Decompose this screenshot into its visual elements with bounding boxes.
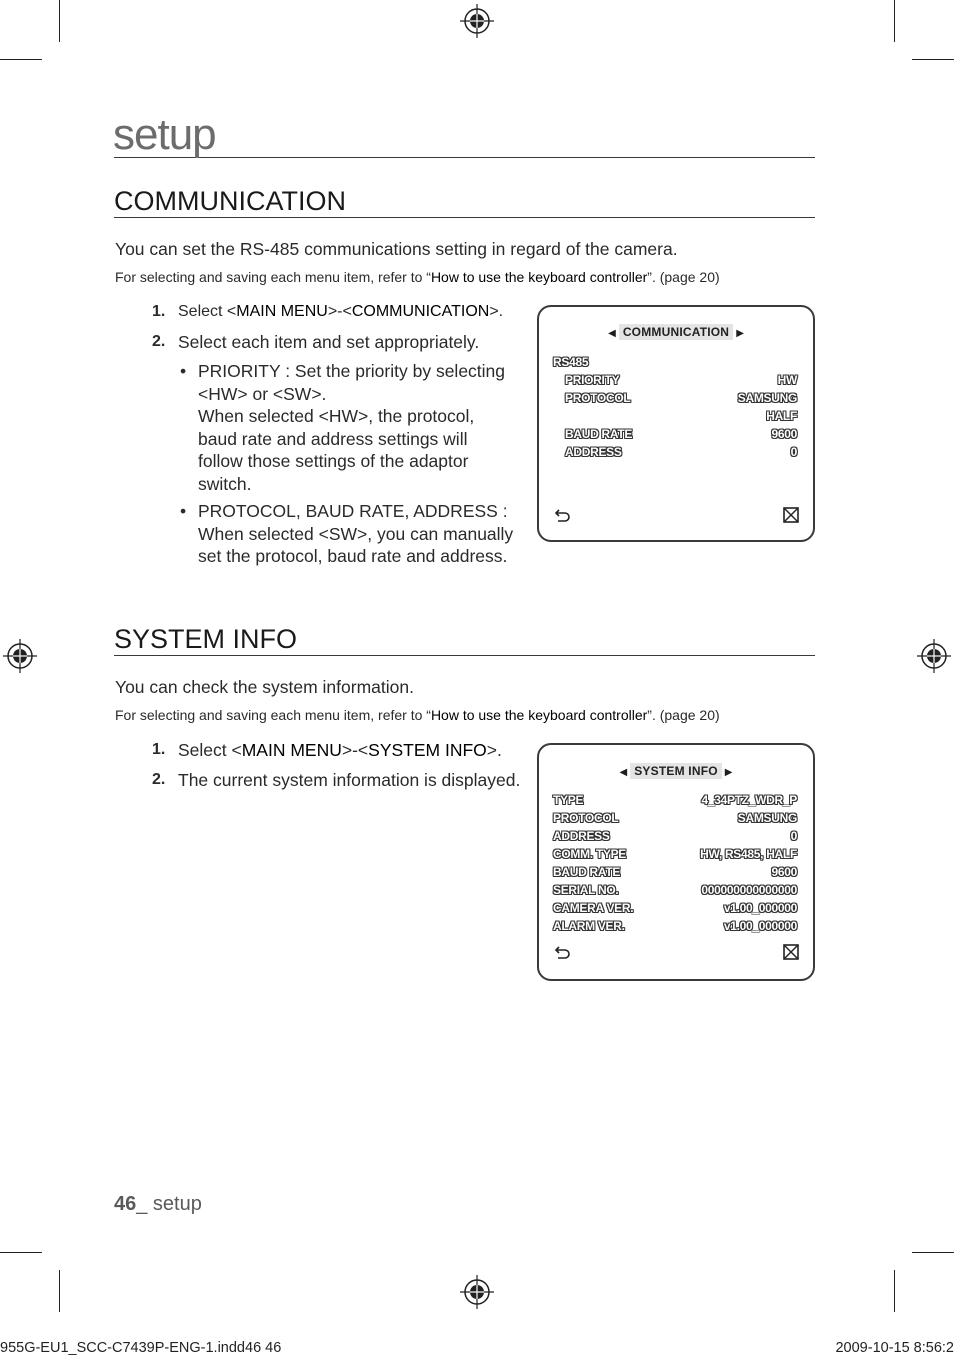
osd-title: ◀ SYSTEM INFO ▶ [539, 763, 813, 779]
crop-mark [0, 59, 42, 60]
osd-system-info-screen [537, 743, 815, 981]
osd-row: PROTOCOL SAMSUNG [565, 391, 797, 405]
bullet-item: • PRIORITY : Set the priority by selecting <HW> or <SW>. When selected <HW>, the protocol, baud rate and address settings will follow those settings of the adaptor switch. [180, 361, 506, 494]
step-list [152, 301, 527, 573]
registration-mark-icon [460, 1275, 494, 1309]
reference-link[interactable]: How to use the keyboard controller [430, 707, 648, 723]
osd-title: ◀ COMMUNICATION ▶ [539, 324, 813, 340]
osd-row: CAMERA VER. v1.00_000000 [553, 901, 797, 915]
crop-mark [894, 0, 895, 42]
return-icon [553, 505, 573, 525]
osd-row: HALF [766, 409, 797, 423]
osd-group-label: RS485 [553, 355, 589, 369]
step-number: 1. [152, 303, 166, 320]
step-item: 1. Select <MAIN MENU>-<SYSTEM INFO>. [152, 740, 502, 760]
crop-mark [912, 1252, 954, 1253]
registration-mark-icon [3, 639, 37, 673]
print-slug-left: 955G-EU1_SCC-C7439P-ENG-1.indd46 46 [0, 1340, 282, 1356]
crop-mark [894, 1270, 895, 1312]
step-list [152, 739, 527, 798]
step-item: 2. The current system information is displayed. [152, 769, 521, 790]
close-box-icon [781, 505, 801, 525]
section-heading-system-info: SYSTEM INFO [114, 623, 815, 656]
bullet-item: • PROTOCOL, BAUD RATE, ADDRESS : When selected <SW>, you can manually set the protocol, baud rate and address. [180, 501, 514, 566]
reference-note: For selecting and saving each menu item, refer to “How to use the keyboard controller”. (page 20) [115, 269, 720, 285]
step-item: 2. Select each item and set appropriately. [152, 331, 480, 352]
osd-row: ADDRESS 0 [553, 829, 797, 843]
section-intro: You can set the RS-485 communications setting in regard of the camera. [115, 239, 678, 259]
print-slug-right: 2009-10-15 8:56:2 [835, 1340, 954, 1356]
crop-mark [59, 0, 60, 42]
arrow-left-icon: ◀ [619, 767, 628, 778]
bullet-list [178, 360, 527, 568]
arrow-right-icon: ▶ [736, 328, 744, 339]
registration-mark-icon [917, 639, 951, 673]
step-number: 2. [152, 332, 166, 350]
osd-row: TYPE 4_34PTZ_WDR_P [553, 793, 797, 807]
close-box-icon [781, 942, 801, 962]
reference-link[interactable]: How to use the keyboard controller [430, 269, 648, 285]
crop-mark [0, 1252, 42, 1253]
step-item: 1. Select <MAIN MENU>-<COMMUNICATION>. [152, 301, 527, 324]
chapter-title: setup [113, 110, 216, 159]
reference-note: For selecting and saving each menu item, refer to “How to use the keyboard controller”. (page 20) [115, 707, 720, 723]
osd-row: PRIORITY HW [565, 373, 797, 387]
osd-row: COMM. TYPE HW, RS485, HALF [553, 847, 797, 861]
osd-row: PROTOCOL SAMSUNG [553, 811, 797, 825]
page-number: 46 [114, 1193, 137, 1215]
osd-communication-screen [537, 305, 815, 542]
crop-mark [59, 1270, 60, 1312]
arrow-left-icon: ◀ [608, 328, 616, 339]
page-label: _ setup [136, 1193, 202, 1215]
osd-row: SERIAL NO. 000000000000000 [553, 883, 797, 897]
osd-row: ADDRESS 0 [565, 445, 797, 459]
registration-mark-icon [460, 4, 494, 38]
arrow-right-icon: ▶ [724, 767, 733, 778]
step-number: 2. [152, 770, 166, 788]
chapter-header [114, 112, 815, 158]
osd-row: BAUD RATE 9600 [565, 427, 797, 441]
step-number: 1. [152, 741, 166, 758]
section-intro: You can check the system information. [115, 677, 414, 697]
crop-mark [912, 59, 954, 60]
page-footer [114, 1190, 202, 1218]
osd-row: BAUD RATE 9600 [553, 865, 797, 879]
section-heading-communication: COMMUNICATION [114, 185, 815, 218]
osd-row: ALARM VER. v1.00_000000 [553, 919, 797, 933]
return-icon [553, 942, 573, 962]
